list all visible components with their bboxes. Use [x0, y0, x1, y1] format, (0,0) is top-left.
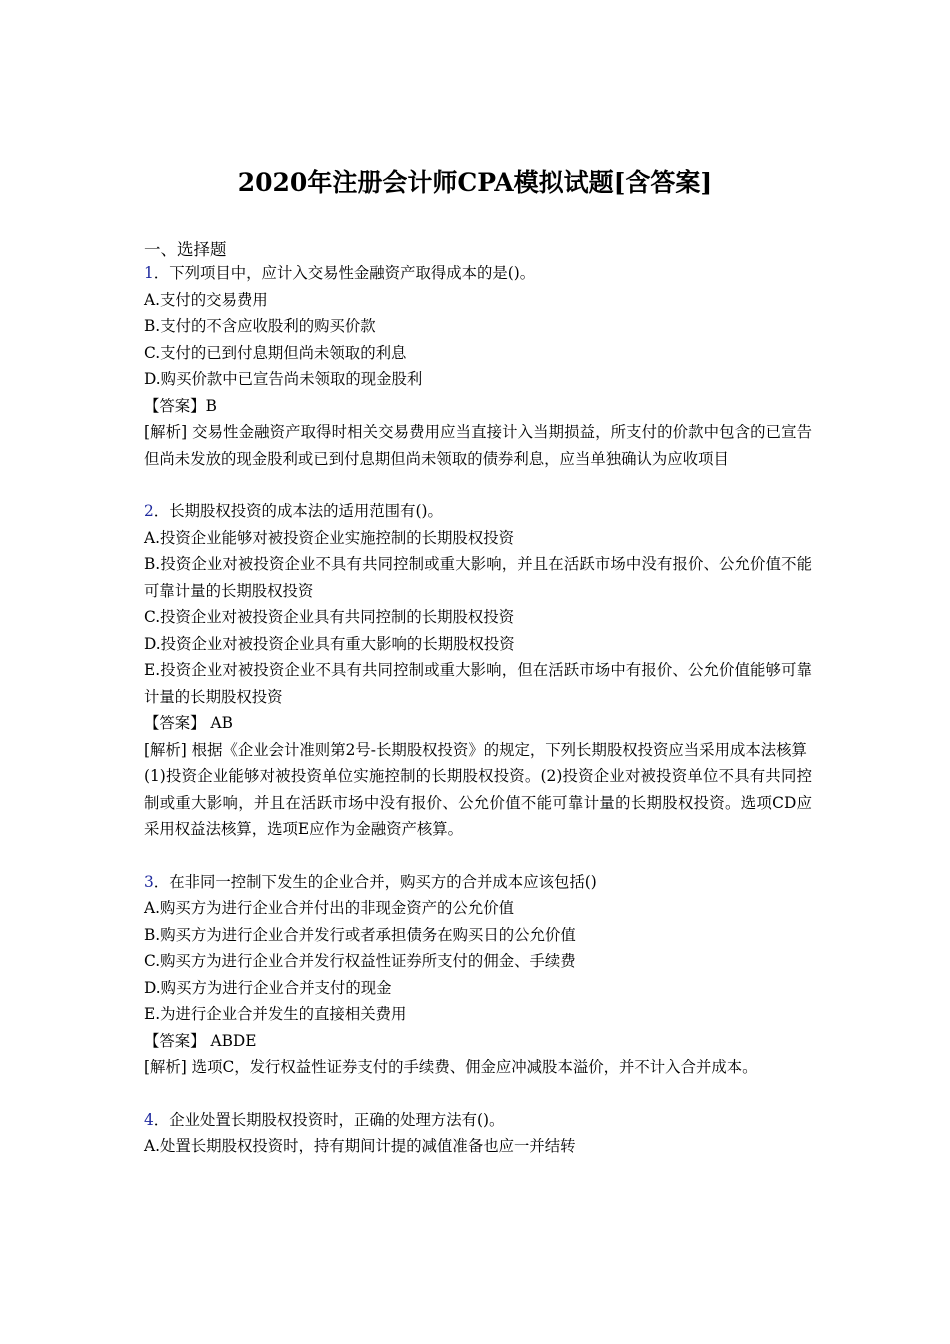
option-b: B.支付的不含应收股利的购买价款: [144, 317, 376, 335]
answer: 【答案】 AB: [144, 714, 233, 732]
document-body: [144, 240, 812, 1186]
analysis: [解析] 根据《企业会计准则第2号-长期股权投资》的规定，下列长期股权投资应当采用成本法核算: [144, 740, 807, 759]
question-text: 在非同一控制下发生的企业合并，购买方的合并成本应该包括(): [169, 872, 597, 891]
analysis-detail: (1)投资企业能够对被投资单位实施控制的长期股权投资。(2)投资企业对被投资单位不具有共同控制或重大影响，并且在活跃市场中没有报价、公允价值不能可靠计量的长期股权投资。选项CD应采用权益法核算，选项E应作为金融资产核算。: [144, 767, 812, 838]
question-text: 下列项目中，应计入交易性金融资产取得成本的是()。: [169, 264, 536, 282]
option-a: A.支付的交易费用: [144, 290, 268, 309]
option-e: E.投资企业对被投资企业不具有共同控制或重大影响，但在活跃市场中有报价、公允价值能够可靠计量的长期股权投资: [144, 661, 812, 706]
question-number: 3: [144, 872, 154, 891]
answer: 【答案】 ABDE: [144, 1031, 257, 1050]
question-stem: 2．长期股权投资的成本法的适用范围有()。: [144, 502, 443, 520]
question-stem: 3．在非同一控制下发生的企业合并，购买方的合并成本应该包括(): [144, 872, 597, 891]
question-3: [144, 869, 812, 1081]
option-d: D.购买价款中已宣告尚未领取的现金股利: [144, 370, 423, 388]
question-number: 2: [144, 502, 154, 520]
question-2: [144, 498, 812, 843]
question-stem: 1．下列项目中，应计入交易性金融资产取得成本的是()。: [144, 264, 536, 282]
option-e: E.为进行企业合并发生的直接相关费用: [144, 1005, 407, 1023]
option-c: C.购买方为进行企业合并发行权益性证券所支付的佣金、手续费: [144, 952, 576, 970]
answer: 【答案】B: [144, 396, 217, 415]
analysis: [解析] 选项C，发行权益性证券支付的手续费、佣金应冲减股本溢价，并不计入合并成本。: [144, 1058, 758, 1076]
page-title: 2020年注册会计师CPA模拟试题[含答案]: [237, 168, 713, 197]
analysis: [解析] 交易性金融资产取得时相关交易费用应当直接计入当期损益，所支付的价款中包含的已宣告但尚未发放的现金股利或已到付息期但尚未领取的债券利息，应当单独确认为应收项目: [144, 423, 812, 468]
option-d: D.购买方为进行企业合并支付的现金: [144, 978, 392, 997]
option-d: D.投资企业对被投资企业具有重大影响的长期股权投资: [144, 634, 515, 653]
option-c: C.支付的已到付息期但尚未领取的利息: [144, 343, 407, 362]
question-number: 4: [144, 1110, 154, 1129]
option-a: A.处置长期股权投资时，持有期间计提的减值准备也应一并结转: [144, 1137, 576, 1155]
option-a: A.购买方为进行企业合并付出的非现金资产的公允价值: [144, 899, 514, 917]
option-a: A.投资企业能够对被投资企业实施控制的长期股权投资: [144, 528, 514, 547]
option-b: B.投资企业对被投资企业不具有共同控制或重大影响，并且在活跃市场中没有报价、公允价值不能可靠计量的长期股权投资: [144, 555, 812, 600]
question-text: 长期股权投资的成本法的适用范围有()。: [169, 502, 443, 520]
question-number: 1: [144, 264, 154, 282]
question-text: 企业处置长期股权投资时，正确的处理方法有()。: [169, 1110, 505, 1129]
option-c: C.投资企业对被投资企业具有共同控制的长期股权投资: [144, 608, 515, 626]
question-4: [144, 1107, 812, 1160]
option-b: B.购买方为进行企业合并发行或者承担债务在购买日的公允价值: [144, 925, 576, 944]
section-title: 一、选择题: [144, 240, 227, 259]
question-stem: 4．企业处置长期股权投资时，正确的处理方法有()。: [144, 1110, 505, 1129]
question-1: [144, 260, 812, 472]
